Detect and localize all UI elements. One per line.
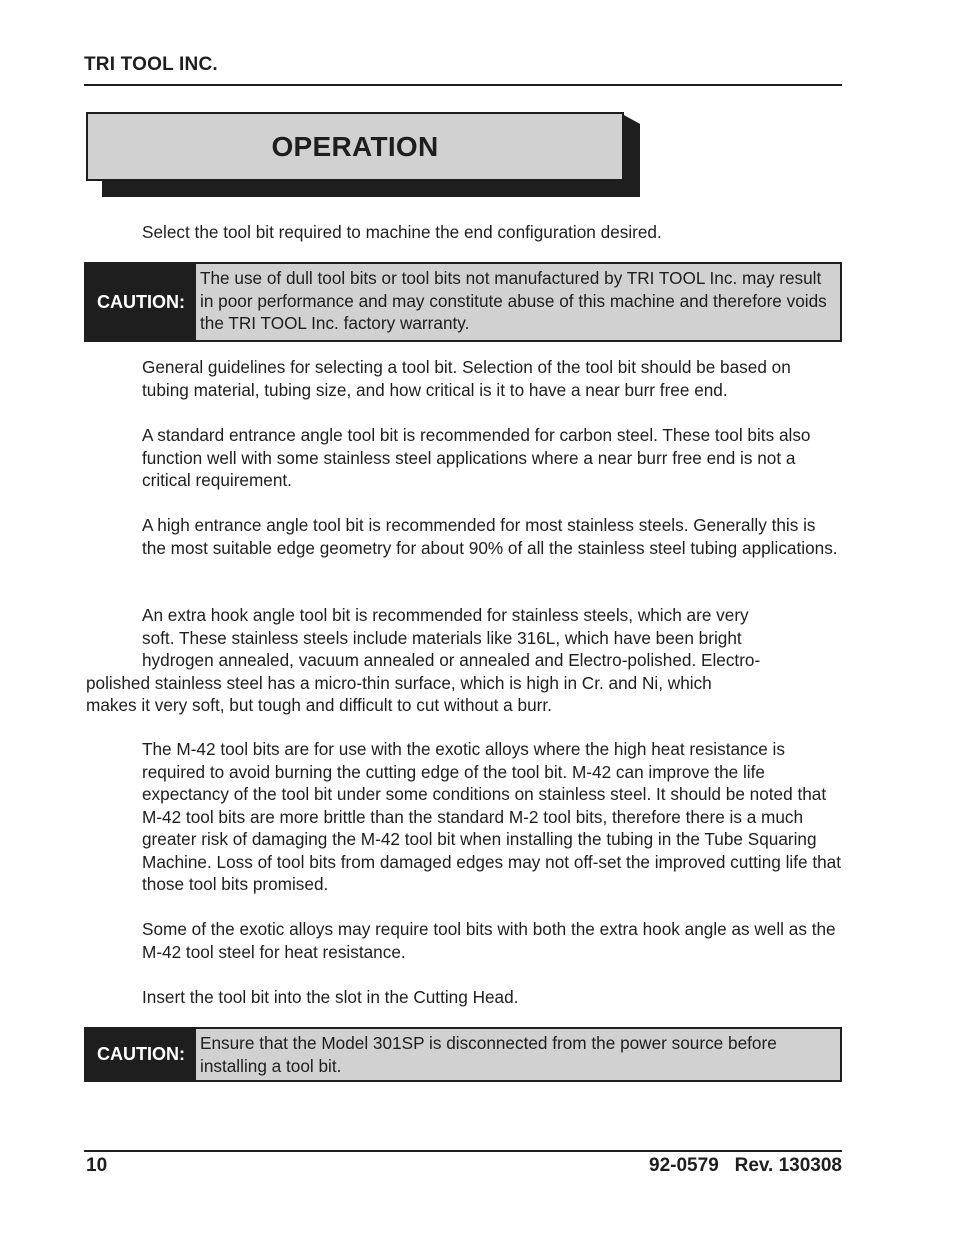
document-revision: 92-0579 Rev. 130308	[649, 1155, 842, 1176]
paragraph-select-tool-bit: Select the tool bit required to machine the end configuration desired.	[142, 222, 662, 242]
paragraph-line: makes it very soft, but tough and difficult to cut without a burr.	[86, 695, 552, 715]
caution-label: CAUTION:	[86, 264, 196, 340]
paragraph-line: polished stainless steel has a micro-thin surface, which is high in Cr. and Ni, which	[86, 672, 712, 693]
caution-label: CAUTION:	[86, 1029, 196, 1080]
header-divider	[84, 84, 842, 86]
paragraph-line: soft. These stainless steels include materials like 316L, which have been bright	[142, 627, 742, 648]
paragraph-extra-hook	[86, 604, 846, 717]
page-number: 10	[86, 1155, 108, 1176]
paragraph-line: An extra hook angle tool bit is recommended for stainless steels, which are very	[142, 605, 749, 625]
paragraph-insert-bit: Insert the tool bit into the slot in the Cutting Head.	[142, 987, 519, 1007]
company-name: TRI TOOL INC.	[84, 54, 218, 75]
section-title: OPERATION	[271, 130, 439, 162]
paragraph-high-entrance: A high entrance angle tool bit is recommended for most stainless steels. Generally this is the most suitable edge geometry for about 90% of all the stainless steel tubing applications.	[142, 515, 838, 558]
paragraph-m42: The M-42 tool bits are for use with the exotic alloys where the high heat resistance is required to avoid burning the cutting edge of the tool bit. M-42 can improve the life expectancy of the tool bit under some conditions on stainless steel. It should be noted that M-42 tool bits are more brittle than the standard M-2 tool bits, therefore there is a much greater risk of damaging the M-42 tool bit when installing the tubing in the Tube Squaring Machine. Loss of tool bits from damaged edges may not off-set the improved cutting life that those tool bits promised.	[142, 739, 842, 894]
paragraph-standard-entrance: A standard entrance angle tool bit is recommended for carbon steel. These tool bits also function well with some stainless steel applications where a near burr free end is not a critical requirement.	[142, 425, 811, 490]
paragraph-guidelines: General guidelines for selecting a tool bit. Selection of the tool bit should be based on tubing material, tubing size, and how critical is it to have a near burr free end.	[142, 357, 791, 400]
footer-divider	[84, 1150, 842, 1152]
caution-text: The use of dull tool bits or tool bits not manufactured by TRI TOOL Inc. may result in poor performance and may constitute abuse of this machine and therefore voids the TRI TOOL Inc. factory warranty.	[200, 268, 827, 333]
paragraph-exotic-alloys: Some of the exotic alloys may require tool bits with both the extra hook angle as well as the M-42 tool steel for heat resistance.	[142, 919, 836, 962]
caution-box-power	[84, 1027, 842, 1082]
paragraph-line: hydrogen annealed, vacuum annealed or annealed and Electro-polished. Electro-	[142, 650, 761, 670]
caution-box-dull-bits	[84, 262, 842, 342]
section-banner	[86, 112, 624, 181]
caution-text: Ensure that the Model 301SP is disconnected from the power source before installing a tool bit.	[200, 1033, 777, 1076]
